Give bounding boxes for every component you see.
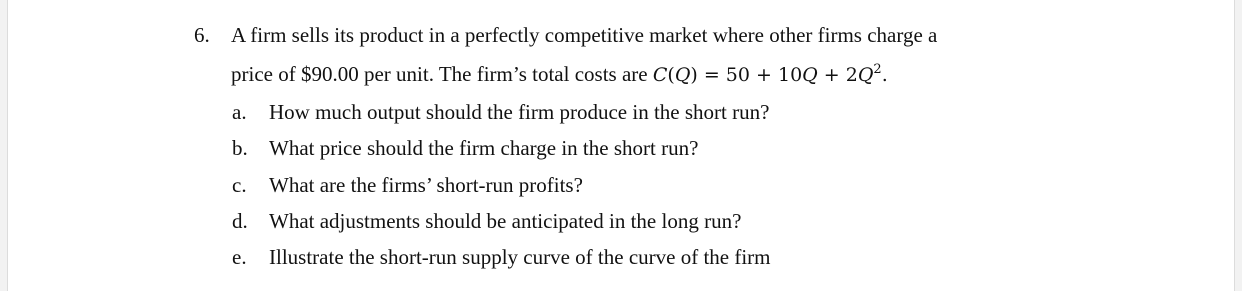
eq-q-term1: Q: [802, 64, 818, 86]
eq-close-paren: ): [690, 64, 698, 86]
part-a-label: a.: [232, 100, 247, 124]
question-text-line2: [231, 61, 888, 88]
eq-open-paren: (: [667, 64, 675, 86]
eq-argument: Q: [674, 64, 691, 86]
eq-q-term2: Q: [857, 64, 874, 86]
part-d-label: d.: [232, 209, 248, 233]
part-e-text: Illustrate the short-run supply curve of the curve of the firm: [269, 245, 771, 269]
total-cost-equation: [653, 64, 888, 86]
part-d-text: What adjustments should be anticipated in the long run?: [269, 209, 742, 233]
eq-exponent: 2: [873, 62, 882, 77]
eq-period: .: [881, 64, 888, 86]
part-c-text: What are the firms’ short-run profits?: [269, 173, 583, 197]
eq-function-symbol: C: [652, 64, 668, 86]
eq-rhs-part1: = 50 + 10: [697, 64, 803, 86]
right-frame-edge: [1234, 0, 1242, 291]
question-text-line2-prose: price of $90.00 per unit. The firm’s total costs are: [231, 62, 653, 86]
part-e-label: e.: [232, 245, 247, 269]
part-a-text: How much output should the firm produce in the short run?: [269, 100, 770, 124]
eq-rhs-part2: + 2: [817, 64, 858, 86]
part-b-text: What price should the firm charge in the short run?: [269, 136, 699, 160]
part-c-label: c.: [232, 173, 247, 197]
part-b-label: b.: [232, 136, 248, 160]
left-frame-edge: [0, 0, 8, 291]
question-text-line1: A firm sells its product in a perfectly competitive market where other firms charge a: [231, 23, 938, 47]
question-number: 6.: [194, 23, 210, 47]
